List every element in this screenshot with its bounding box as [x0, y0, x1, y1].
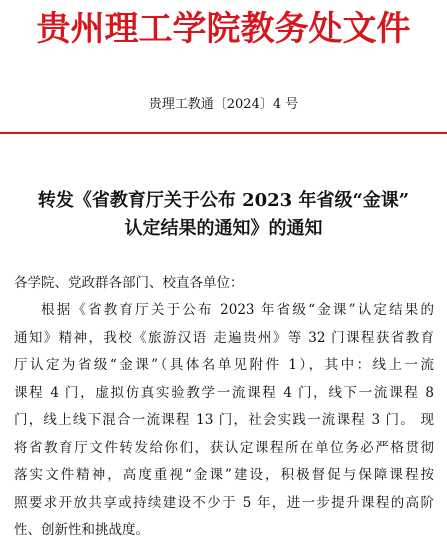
header-divider-line — [0, 132, 447, 134]
body-line: 门，线上线下混合一流课程 13 门，社会实践一流课程 3 门。 现 — [14, 412, 434, 428]
body-line: 根据《省教育厅关于公布 2023 年省级“金课”认定结果的 — [41, 302, 434, 318]
body-line: 厅认定为省级“金课”（具体名单见附件 1），其中：线上一流 — [14, 357, 434, 373]
body-line: 课程 4 门，虚拟仿真实验教学一流课程 4 门，线下一流课程 8 — [14, 384, 434, 401]
document-title — [0, 187, 447, 243]
body-line: 通知》精神，我校《旅游汉语 走遍贵州》等 32 门课程获省教育 — [14, 329, 434, 346]
document-header-title: 贵州理工学院教务处文件 — [36, 9, 411, 49]
body-line: 性、创新性和挑战度。 — [14, 522, 149, 538]
document-number: 贵理工教通〔2024〕4 号 — [148, 97, 299, 112]
title-line-2: 认定结果的通知》的通知 — [124, 218, 323, 239]
body-line: 照要求开放共享或持续建设不少于 5 年，进一步提升课程的高阶 — [14, 494, 434, 511]
body-paragraph — [14, 297, 434, 545]
title-line-1: 转发《省教育厅关于公布 2023 年省级“金课” — [37, 190, 410, 211]
body-line: 将省教育厅文件转发给你们，获认定课程所在单位务必严格贯彻 — [14, 439, 434, 456]
body-line: 落实文件精神，高度重视“金课”建设，积极督促与保障课程按 — [14, 467, 434, 483]
salutation: 各学院、党政群各部门、校直各单位： — [14, 275, 244, 291]
